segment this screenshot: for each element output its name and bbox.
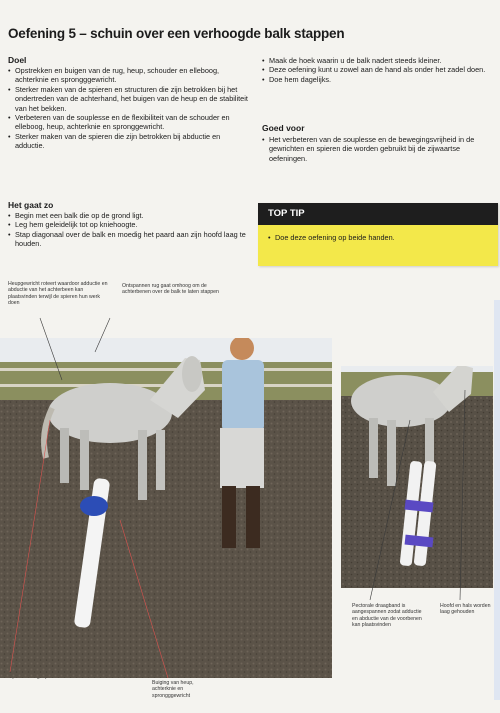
gaat-zo-item: • Begin met een balk die op de grond ligt. [8,211,250,220]
doel-item: • Opstrekken en buigen van de rug, heup, schouder en elleboog, achterknie en sprongggewricht. [8,66,250,85]
top-tip-heading: TOP TIP [268,208,305,219]
right-item: • Doe hem dagelijks. [262,75,494,84]
goed-voor-heading: Goed voor [262,123,305,133]
annotation-back-raised: Ontspannen rug gaat omhoog om de achterbenen over de balk te laten stappen [122,283,219,296]
doel-item: • Sterker maken van de spieren die zijn betrokken bij abductie en adductie. [8,132,250,151]
photo-horse-with-handler [0,338,332,678]
top-tip-item: • Doe deze oefening op beide handen. [268,233,490,242]
page-title: Oefening 5 – schuin over een verhoogde balk stappen [8,26,345,41]
annotation-head-neck-low: Hoofd en hals worden laag gehouden [440,603,491,616]
right-item: • Maak de hoek waarin u de balk nadert steeds kleiner. [262,56,494,65]
gaat-zo-item: • Leg hem geleidelijk tot op kniehoogte. [8,220,250,229]
annotation-flexion: Buiging van heup, achterknie en sprongggewricht [152,680,194,699]
goed-voor-list [262,135,494,163]
annotation-hip-rotation: Heupgewricht roteert waardoor adductie en abductie van het achterbeen kan plaatsvinden terwijl de spieren hun werk doen [8,281,108,307]
top-tip-header [258,203,498,225]
doel-heading: Doel [8,55,27,65]
gaat-zo-list [8,211,250,249]
gaat-zo-item: • Stap diagonaal over de balk en moedig het paard aan zijn hoofd laag te houden. [8,230,250,249]
doel-list [8,66,250,151]
page-edge [494,300,500,700]
right-list [262,56,494,84]
doel-item: • Verbeteren van de souplesse en de flexibiliteit van de schouder en elleboog, heup, achterknie en spronggewricht. [8,113,250,132]
top-tip-box [258,203,498,266]
gaat-zo-heading: Het gaat zo [8,200,54,210]
right-item: • Deze oefening kunt u zowel aan de hand als onder het zadel doen. [262,65,494,74]
doel-item: • Sterker maken van de spieren en structuren die zijn betrokken bij het ondertreden van de achterhand, het buigen van de heup en de stabiliteit van het bekken. [8,85,250,113]
photo-horse-over-poles [341,366,493,588]
annotation-pectoral-sling: Pectorale draagband is aangespannen zodat adductie en abductie van de voorbenen kan plaatsvinden [352,603,422,629]
goed-voor-item: • Het verbeteren van de souplesse en de bewegingsvrijheid in de gewrichten en spieren die worden gebruikt bij de zijwaartse oefeningen. [262,135,494,163]
top-tip-list [268,233,490,242]
